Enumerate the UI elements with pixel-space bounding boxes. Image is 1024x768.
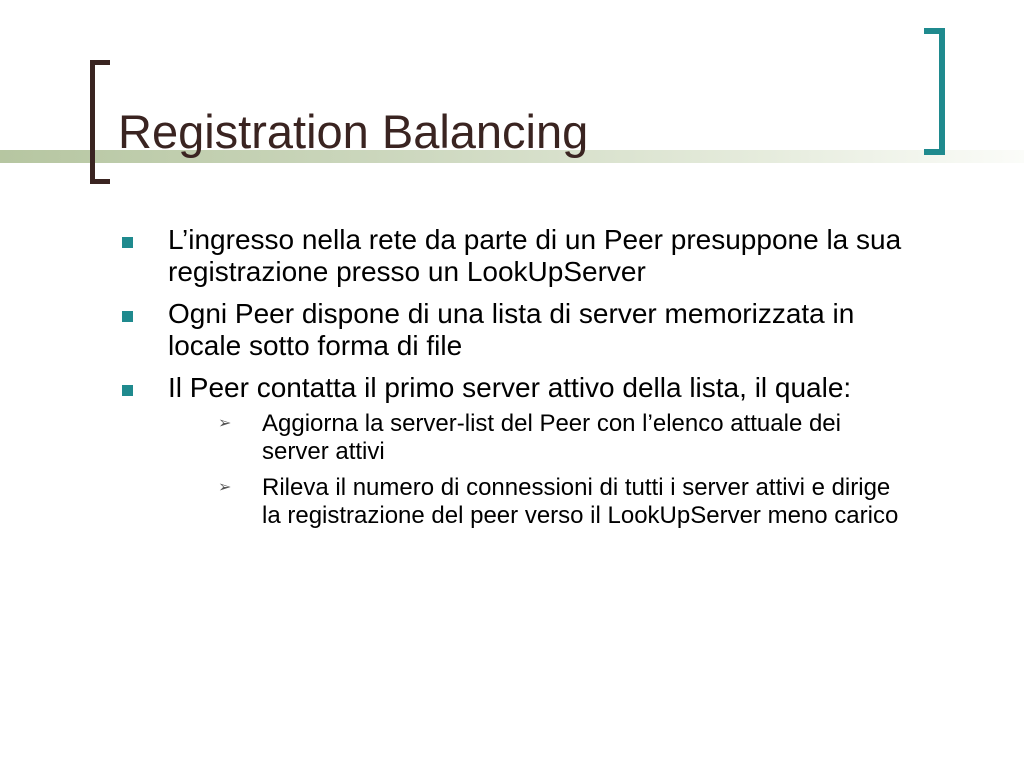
bullet-text: Ogni Peer dispone di una lista di server memorizzata in locale sotto forma di file [168, 298, 855, 361]
sub-bullet-text: Aggiorna la server-list del Peer con l’elenco attuale dei server attivi [262, 410, 841, 465]
bullet-text: L’ingresso nella rete da parte di un Peer presuppone la sua registrazione presso un LookUpServer [168, 224, 902, 287]
slide-body [118, 224, 918, 538]
bullet-text: Il Peer contatta il primo server attivo della lista, il quale: [168, 372, 852, 403]
square-bullet-icon [122, 311, 133, 322]
arrow-bullet-icon: ➢ [218, 479, 232, 496]
square-bullet-icon [122, 237, 133, 248]
right-bracket-decoration [924, 28, 946, 155]
bullet-item [118, 298, 918, 362]
sub-bullet-item [218, 410, 912, 466]
bullet-item [118, 224, 918, 288]
left-bracket-decoration [90, 60, 112, 184]
slide-title: Registration Balancing [118, 105, 589, 158]
square-bullet-icon [122, 385, 133, 396]
arrow-bullet-icon: ➢ [218, 415, 232, 432]
bullet-item [118, 372, 918, 404]
sub-bullet-item [218, 474, 912, 530]
sub-bullet-text: Rileva il numero di connessioni di tutti i server attivi e dirige la registrazione del peer verso il LookUpServer meno carico [262, 474, 899, 529]
